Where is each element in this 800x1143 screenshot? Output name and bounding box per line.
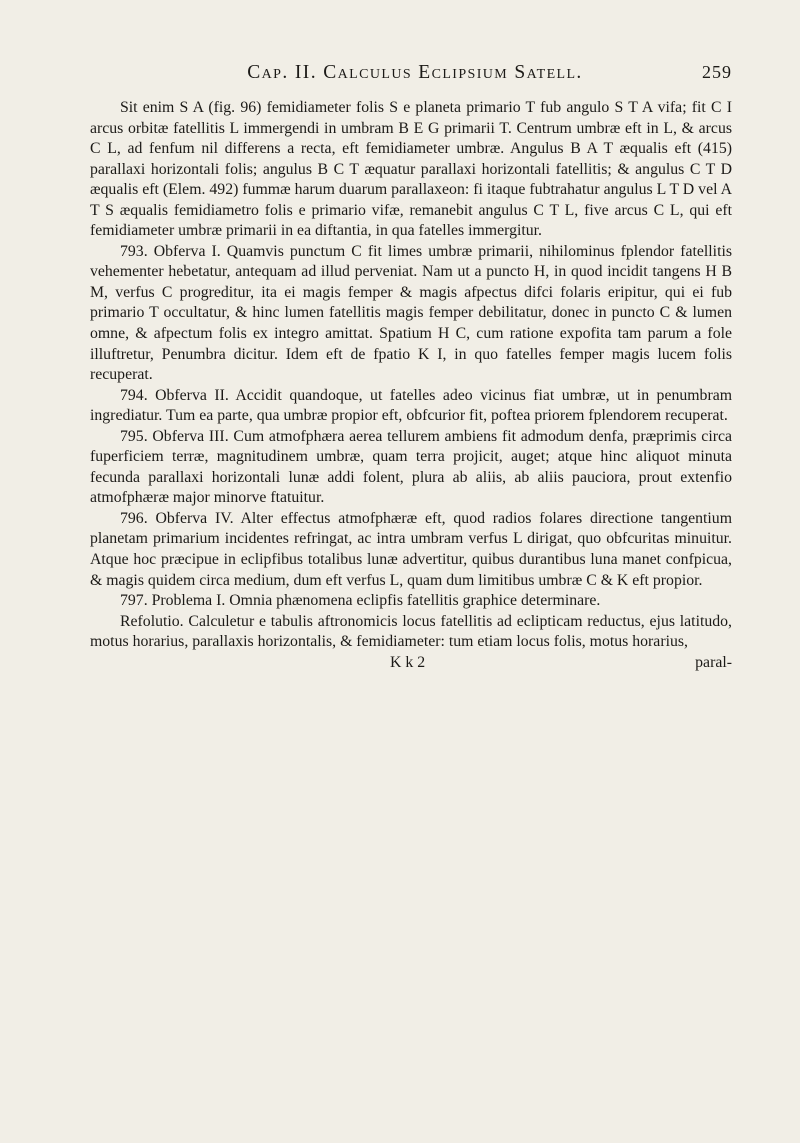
paragraph-794: 794. Obferva II. Accidit quandoque, ut fatelles adeo vicinus fiat umbræ, ut in penumbram ingrediatur. Tum ea parte, qua umbræ propior eft, obfcurior fit, poftea priorem fplendorem recuperat.: [90, 386, 732, 425]
book-page: [90, 62, 732, 675]
paragraph-intro: Sit enim S A (fig. 96) femidiameter folis S e planeta primario T fub angulo S T A vifa; fit C I arcus orbitæ fatellitis L immergendi in umbram B E G primarii T. Centrum umbræ eft in L, & arcus C L, ad fenfum nil differens a recta, eft femidiameter umbræ. Angulus B A T æqualis eft (415) parallaxi horizontali folis; angulus B C T æquatur parallaxi horizontali fatellitis; & angulus C T D æqualis eft (Elem. 492) fummæ harum duarum parallaxeon: fi itaque fubtrahatur angulus L T D vel A T S æqualis femidiametro folis e primario vifæ, remanebit angulus C T L, five arcus C L, qui eft femidiameter umbræ primarii in ea diftantia, in qua fatelles immergitur.: [90, 99, 732, 240]
paragraph-796: 796. Obferva IV. Alter effectus atmofphæræ eft, quod radios folares directione tangentium planetam primarium incidentes refringat, ac intra umbram verfus L dirigat, quo obfcuritas minuitur. Atque hoc præcipue in eclipfibus totalibus lunæ advertitur, quibus durantibus luna manet confpicua, & magis quidem circa medium, dum eft verfus L, quam dum limitibus umbræ C & K eft propior.: [90, 509, 732, 589]
paragraph-793: 793. Obferva I. Quamvis punctum C fit limes umbræ primarii, nihilominus fplendor fatellitis vehementer hebetatur, antequam ad illud perveniat. Nam ut a puncto H, in quod incidit tangens H B M, verfus C progreditur, ita ei magis femper & magis afpectus difci folaris eripitur, qui ei fub primario T occultatur, & hinc lumen fatellitis magis femper debilitatur, donec in puncto C & lumen omne, & afpectum folis ex integro amittat. Spatium H C, cum ratione expofita tam parum a fole illuftretur, Penumbra dicitur. Idem eft de fpatio K I, in quo fatelles femper magis lucem folis recuperat.: [90, 242, 732, 384]
page-footer: [90, 653, 732, 675]
page-number: 259: [702, 62, 732, 82]
signature-mark: K k 2: [390, 653, 426, 671]
body-text: [90, 98, 732, 653]
paragraph-795: 795. Obferva III. Cum atmofphæra aerea tellurem ambiens fit admodum denfa, præprimis circa fuperficiem terræ, magnitudinem umbræ, quam terra projicit, auget; atque hinc aliquot minuta fecunda parallaxi horizontali lunæ addi folent, plura ab aliis, ab aliis pauciora, prout extenfio atmofphæræ major minorve ftatuitur.: [90, 427, 732, 507]
paragraph-797-problem: 797. Problema I. Omnia phænomena eclipfis fatellitis graphice determinare.: [120, 592, 601, 610]
catchword: paral-: [695, 653, 732, 671]
running-head: Cap. II. Calculus Eclipsium Satell.: [247, 62, 583, 83]
page-header: [90, 62, 732, 98]
paragraph-resolutio: Refolutio. Calculetur e tabulis aftronomicis locus fatellitis ad eclipticam reductus, ejus latitudo, motus horarius, parallaxis horizontalis, & femidiameter: tum etiam locus folis, motus horarius,: [90, 612, 732, 651]
